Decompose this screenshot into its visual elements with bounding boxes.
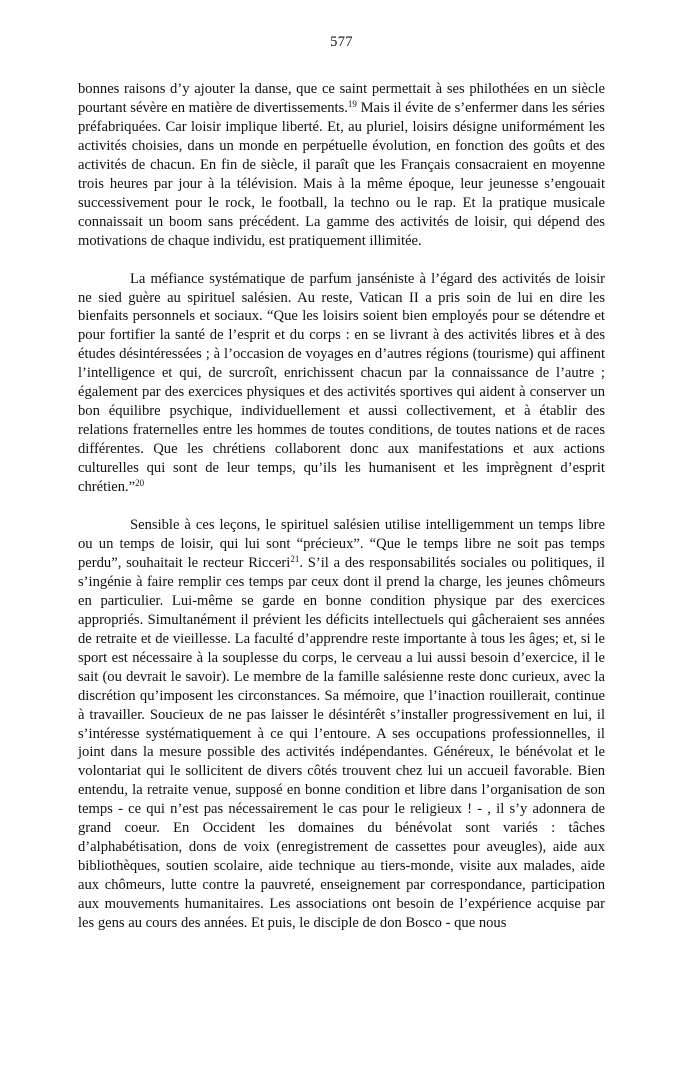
- page-number: 577: [330, 34, 353, 50]
- paragraph-2: [78, 270, 605, 497]
- paragraph-3-text-a: Sensible à ces leçons, le spirituel salésien utilise intelligemment un temps libre ou un temps de loisir, qui lui sont “précieux”. “Que le temps libre ne soit pas temps perdu”, souhaitait le recteur Ricceri: [78, 517, 605, 571]
- footnote-ref-19: 19: [347, 98, 357, 109]
- paragraph-1-text-a: bonnes raisons d’y ajouter la danse, que ce saint permettait à ses philothées en un siècle pourtant sévère en matière de divertissements.: [78, 81, 605, 116]
- footnote-ref-21: 21: [290, 553, 300, 564]
- paragraph-3: [78, 516, 605, 933]
- paragraph-1: [78, 80, 605, 251]
- body-text: [78, 80, 605, 933]
- paragraph-1-text-b: Mais il évite de s’enfermer dans les séries préfabriquées. Car loisir implique liberté. Et, au pluriel, loisirs désigne uniformément les activités choisies, dans un monde en perpétuelle évolution, en fonction des goûts et des activités de chacun. En fin de siècle, il paraît que les Français consacraient en moyenne trois heures par jour à la télévision. Mais à la même époque, leur jeunesse s’engouait successivement pour le rock, le football, la techno ou le rap. Et la pratique musicale connaissait un boom sans précédent. La gamme des activités de loisir, qui dépend des motivations de chaque individu, est pratiquement illimitée.: [78, 99, 605, 249]
- paragraph-3-text-b: . S’il a des responsabilités sociales ou politiques, il s’ingénie à faire remplir ces temps par ceux dont il prend la charge, les jeunes chômeurs en particulier. Lui-même se garde en bonne condition physique par des exercices appropriés. Simultanément il prévient les déficits intellectuels qui gâcheraient ses années de retraite et de vieillesse. La faculté d’apprendre reste importante à tous les âges; et, si le sport est nécessaire à la souplesse du corps, le cerveau a lui aussi besoin d’exercice, il le sait (ou devrait le savoir). Le membre de la famille salésienne reste donc curieux, avec la discrétion qu’imposent les circonstances. Sa mémoire, que l’inaction rouillerait, continue à travailler. Soucieux de ne pas laisser le désintérêt s’installer progressivement en lui, il s’intéresse systématiquement à ce qui l’entoure. A ses occupations professionnelles, il joint dans la mesure possible des activités indépendantes. Généreux, le bénévolat et le volontariat qui le sollicitent de divers côtés trouvent chez lui un accueil favorable. Bien entendu, la retraite venue, supposé en bonne condition et libre dans l’organisation de son temps - ce qui n’est pas nécessairement le cas pour le religieux ! - , il s’y adonnera de grand coeur. En Occident les domaines du bénévolat sont variés : tâches d’alphabétisation, dons de voix (enregistrement de cassettes pour aveugles), aide aux bibliothèques, soutien scolaire, aide technique au tiers-monde, visite aux malades, aide aux chômeurs, lutte contre la pauvreté, enseignement par correspondance, participation aux mouvements humanitaires. Les associations ont besoin de l’expérience acquise par les gens au cours des années. Et puis, le disciple de don Bosco - que nous: [78, 554, 605, 932]
- paragraph-2-text-a: La méfiance systématique de parfum janséniste à l’égard des activités de loisir ne sied guère au spirituel salésien. Au reste, Vatican II a pris soin de lui en dire les bienfaits personnels et sociaux. “Que les loisirs soient bien employés pour se détendre et pour fortifier la santé de l’esprit et du corps : en se livrant à des activités libres et à des études désintéressées ; à l’occasion de voyages en d’autres régions (tourisme) qui affinent l’intelligence et qui, de surcroît, enrichissent chacun par la connaissance de l’autre ; également par des exercices physiques et des activités sportives qui aident à conserver un bon équilibre psychique, individuellement et aussi collectivement, et à établir des relations fraternelles entre les hommes de toutes conditions, de toutes nations et de races différentes. Que les chrétiens collaborent donc aux manifestations et aux actions culturelles qui sont de leur temps, qu’ils les humanisent et les imprègnent d’esprit chrétien.”: [78, 270, 605, 496]
- footnote-ref-20: 20: [135, 478, 145, 489]
